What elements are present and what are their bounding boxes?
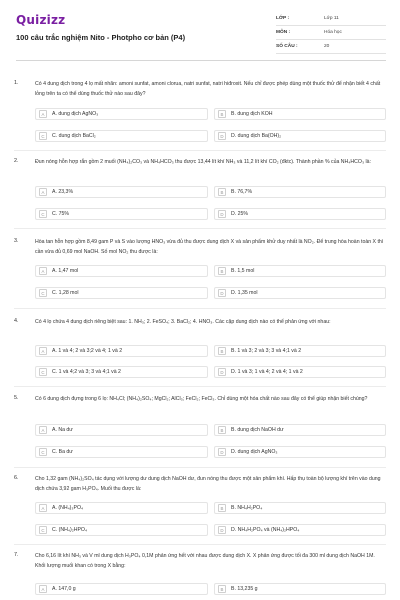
option-letter-box: B xyxy=(218,585,226,593)
option-text: C. 1 và 4;2 và 3; 3 và 4;1 và 2 xyxy=(52,369,121,375)
option-text: B. dung dịch NaOH dư xyxy=(231,427,284,433)
option-text: C. 1,28 mol xyxy=(52,290,79,296)
option-b[interactable] xyxy=(214,186,386,198)
option-letter-box: D xyxy=(218,368,226,376)
option-letter-box: B xyxy=(218,110,226,118)
question-number: 1. xyxy=(14,80,19,86)
question-number: 5. xyxy=(14,395,19,401)
option-text: D. 1,35 mol xyxy=(231,290,258,296)
option-b[interactable] xyxy=(214,345,386,357)
option-text: C. 75% xyxy=(52,211,70,217)
option-text: B. 1,5 mol xyxy=(231,268,255,274)
question-divider xyxy=(14,228,386,229)
option-a[interactable] xyxy=(35,502,208,514)
option-text: A. 1,47 mol xyxy=(52,268,79,274)
option-letter-box: A xyxy=(39,110,47,118)
option-d[interactable] xyxy=(214,208,386,220)
option-letter-box: A xyxy=(39,347,47,355)
option-d[interactable] xyxy=(214,366,386,378)
meta-class-label: LỚP : xyxy=(276,16,290,21)
worksheet-title: 100 câu trắc nghiệm Nito - Photpho cơ bản (P4) xyxy=(16,33,186,42)
option-letter-box: D xyxy=(218,289,226,297)
option-text: A. 1 và 4; 2 và 3;2 và 4; 1 và 2 xyxy=(52,348,123,354)
option-text: B. 1 và 3; 2 và 3; 3 và 4;1 và 2 xyxy=(231,348,302,354)
option-letter-box: C xyxy=(39,526,47,534)
question-text: Có 6 dung dịch đựng trong 6 lọ: NH₄Cl; (NH₄)₂SO₄; MgCl₂; AlCl₃; FeCl₂; FeCl₃. Chỉ dùng một hóa chất nào sau đây có thể giúp nhận biết chúng? xyxy=(35,396,368,402)
question-text: Cho 1,32 gam (NH₄)₂SO₄ tác dụng với lượng dư dung dịch NaOH dư, đun nóng thu được một sản phẩm khí. Hấp thụ toàn bộ lượng khí trên vào dung dịch chứa 3,92 gam H₃PO₄. Muối thu được là: xyxy=(35,476,381,492)
question-number: 6. xyxy=(14,475,19,481)
option-letter-box: C xyxy=(39,132,47,140)
meta-class-value: Lớp 11 xyxy=(324,16,339,21)
question-number: 3. xyxy=(14,238,19,244)
option-text: C. dung dịch BaCl₂ xyxy=(52,133,96,139)
option-letter-box: D xyxy=(218,210,226,218)
option-text: B. dung dịch KOH xyxy=(231,111,273,117)
option-letter-box: A xyxy=(39,267,47,275)
question-number: 2. xyxy=(14,158,19,164)
option-text: A. (NH₄)₃PO₄ xyxy=(52,505,84,511)
option-text: D. 1 và 3; 1 và 4; 2 và 4; 1 và 2 xyxy=(231,369,303,375)
option-letter-box: A xyxy=(39,188,47,196)
option-letter-box: B xyxy=(218,188,226,196)
question-divider xyxy=(14,544,386,545)
option-c[interactable] xyxy=(35,524,208,536)
option-text: A. 23,3% xyxy=(52,189,74,195)
option-letter-box: B xyxy=(218,347,226,355)
option-a[interactable] xyxy=(35,265,208,277)
question-number: 4. xyxy=(14,318,19,324)
question-divider xyxy=(14,308,386,309)
option-text: A. 147,0 g xyxy=(52,586,76,592)
option-text: B. 76,7% xyxy=(231,189,253,195)
option-letter-box: C xyxy=(39,289,47,297)
option-c[interactable] xyxy=(35,366,208,378)
worksheet-meta xyxy=(276,12,386,54)
option-text: A. Na dư xyxy=(52,427,73,433)
option-text: D. NH₄H₂PO₄ và (NH₄)₂HPO₄ xyxy=(231,527,300,533)
option-text: D. dung dịch AgNO₃ xyxy=(231,449,278,455)
option-letter-box: C xyxy=(39,210,47,218)
meta-subject-value: Hóa học xyxy=(324,30,342,35)
option-c[interactable] xyxy=(35,446,208,458)
option-text: C. (NH₄)₂HPO₄ xyxy=(52,527,88,533)
option-letter-box: A xyxy=(39,585,47,593)
header-divider xyxy=(16,60,386,61)
question-text: Có 4 lọ chứa 4 dung dịch riêng biệt sau: 1. NH₃; 2. FeSO₄; 3. BaCl₂; 4. HNO₃. Các cặp dung dịch nào có thể phản ứng với nhau: xyxy=(35,319,331,325)
meta-subject-label: MÔN : xyxy=(276,30,291,35)
question-text: Hòa tan hỗn hợp gồm 8,49 gam P và S vào lượng HNO₃ vừa đủ thu được dung dịch X và sản phẩm khử duy nhất là NO₂. Để trung hòa hoàn toàn X thì cần vừa đủ 0,69 mol NaOH. Số mol NO₂ thu được là: xyxy=(35,239,384,255)
option-b[interactable] xyxy=(214,502,386,514)
option-letter-box: A xyxy=(39,426,47,434)
option-text: A. dung dịch AgNO₃ xyxy=(52,111,99,117)
option-d[interactable] xyxy=(214,446,386,458)
option-letter-box: B xyxy=(218,504,226,512)
question-number: 7. xyxy=(14,552,19,558)
meta-count-value: 20 xyxy=(324,44,330,49)
question-text: Đun nóng hỗn hợp rắn gồm 2 muối (NH₄)₂CO₃ và NH₄HCO₃ thu được 13,44 lít khí NH₃ và 11,2 lít khí CO₂ (đktc). Thành phần % của NH₄HCO₃ là: xyxy=(35,159,371,165)
meta-count-label: SỐ CÂU : xyxy=(276,44,298,49)
option-d[interactable] xyxy=(214,287,386,299)
option-a[interactable] xyxy=(35,583,208,595)
option-letter-box: D xyxy=(218,526,226,534)
option-text: D. dung dịch Ba(OH)₂ xyxy=(231,133,282,139)
option-b[interactable] xyxy=(214,265,386,277)
meta-class xyxy=(276,12,386,26)
question-text: Có 4 dung dịch trong 4 lọ mất nhãn: amoni sunfat, amoni clorua, natri sunfat, natri hiđroxit. Nếu chỉ được phép dùng một thuốc thử để nhận biết 4 chất lỏng trên ta có thể dùng thuốc thử nào sau đây? xyxy=(35,81,381,97)
option-text: D. 25% xyxy=(231,211,249,217)
question-divider xyxy=(14,467,386,468)
question-divider xyxy=(14,150,386,151)
option-letter-box: D xyxy=(218,132,226,140)
option-a[interactable] xyxy=(35,108,208,120)
option-letter-box: C xyxy=(39,448,47,456)
option-letter-box: A xyxy=(39,504,47,512)
option-letter-box: B xyxy=(218,426,226,434)
meta-subject xyxy=(276,26,386,40)
option-text: B. NH₄H₂PO₄ xyxy=(231,505,263,511)
option-d[interactable] xyxy=(214,130,386,142)
option-c[interactable] xyxy=(35,130,208,142)
option-d[interactable] xyxy=(214,524,386,536)
question-text: Cho 6,16 lít khí NH₃ và V ml dung dịch H₃PO₄ 0,1M phản ứng hết với nhau được dung dịch X. X phản ứng được tối đa 300 ml dung dịch NaOH 1M. Khối lượng muối khan có trong X bằng: xyxy=(35,553,375,569)
question-divider xyxy=(14,386,386,387)
meta-count xyxy=(276,40,386,54)
option-letter-box: C xyxy=(39,368,47,376)
option-b[interactable] xyxy=(214,583,386,595)
option-b[interactable] xyxy=(214,424,386,436)
option-a[interactable] xyxy=(35,345,208,357)
quizizz-logo: Quizizz xyxy=(16,13,66,27)
option-letter-box: D xyxy=(218,448,226,456)
option-a[interactable] xyxy=(35,186,208,198)
option-b[interactable] xyxy=(214,108,386,120)
option-a[interactable] xyxy=(35,424,208,436)
option-text: B. 13,235 g xyxy=(231,586,258,592)
option-text: C. Ba dư xyxy=(52,449,73,455)
option-c[interactable] xyxy=(35,287,208,299)
option-letter-box: B xyxy=(218,267,226,275)
option-c[interactable] xyxy=(35,208,208,220)
